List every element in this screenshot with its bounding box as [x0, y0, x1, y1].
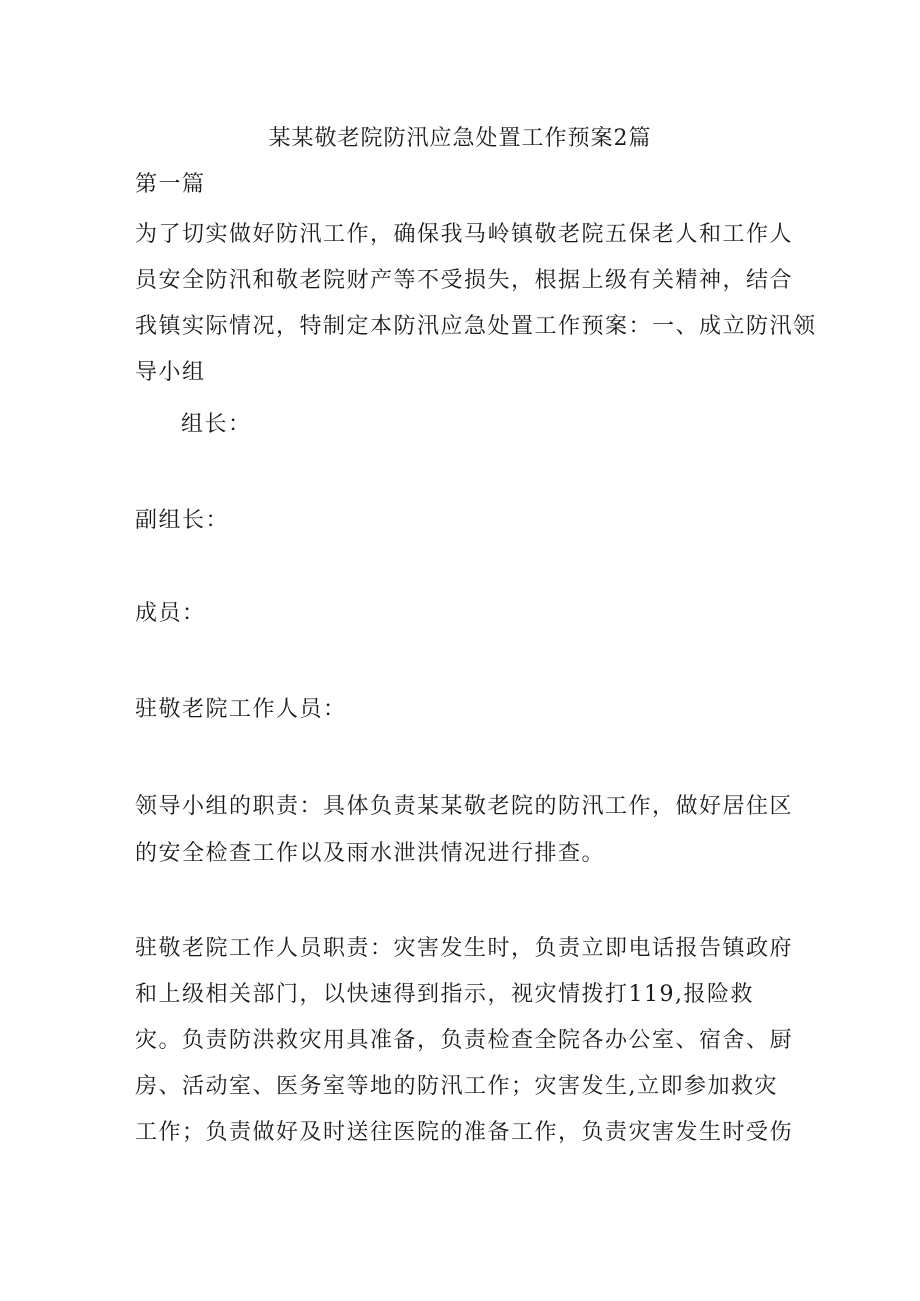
staff-duty-line-1: 驻敬老院工作人员职责：灾害发生时，负责立即电话报告镇政府: [135, 936, 794, 961]
intro-line-1: 为了切实做好防汛工作，确保我马岭镇敬老院五保老人和工作人: [135, 222, 794, 247]
deputy-label: 副组长：: [135, 508, 230, 533]
members-label: 成员：: [135, 601, 206, 626]
intro-line-4: 导小组: [135, 360, 206, 385]
document-title: 某某敬老院防汛应急处置工作预案2篇: [268, 126, 652, 151]
staff-duty-line-2: 和上级相关部门，以快速得到指示，视灾情拨打119,报险救: [135, 982, 754, 1007]
intro-line-3: 我镇实际情况，特制定本防汛应急处置工作预案：一、成立防汛领: [135, 314, 817, 339]
group-duty-line-2: 的安全检查工作以及雨水泄洪情况进行排查。: [135, 841, 606, 866]
staff-duty-line-3: 灾。负责防洪救灾用具准备，负责检查全院各办公室、宿舍、厨: [135, 1028, 794, 1053]
intro-line-2: 员安全防汛和敬老院财产等不受损失，根据上级有关精神，结合: [135, 268, 794, 293]
section-label: 第一篇: [135, 172, 206, 197]
group-duty-line-1: 领导小组的职责：具体负责某某敬老院的防汛工作，做好居住区: [135, 794, 794, 819]
staff-label: 驻敬老院工作人员：: [135, 697, 347, 722]
leader-label: 组长：: [181, 412, 252, 437]
staff-duty-line-4: 房、活动室、医务室等地的防汛工作；灾害发生,立即参加救灾: [135, 1074, 778, 1099]
staff-duty-line-5: 工作；负责做好及时送往医院的准备工作，负责灾害发生时受伤: [135, 1120, 794, 1145]
